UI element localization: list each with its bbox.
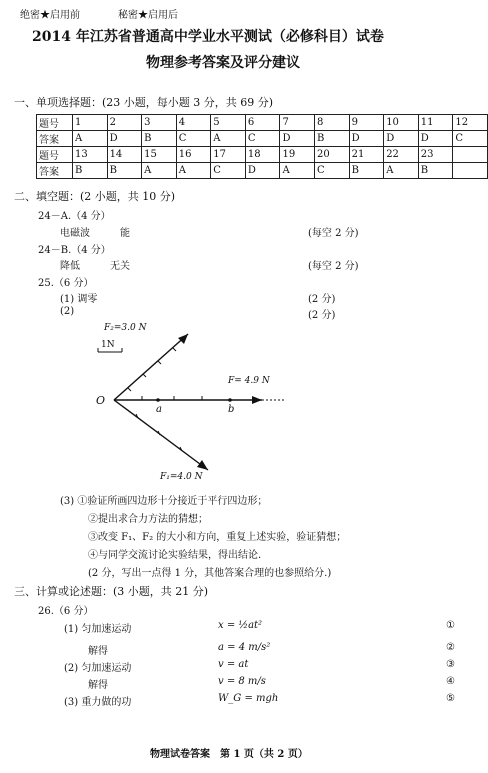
q25-part1: (1) 调零 — [60, 294, 98, 305]
table-cell — [453, 147, 488, 163]
q24b-score: (每空 2 分) — [308, 261, 359, 272]
q25-part3-note: (2 分，写出一点得 1 分，其他答案合理的也参照给分.) — [88, 568, 332, 579]
table-cell: D — [418, 131, 453, 147]
table-cell: C — [315, 163, 350, 179]
q24a-answer1: 电磁波 — [60, 228, 90, 239]
table-cell: 15 — [142, 147, 177, 163]
q25-part3-line2: ②提出求合力方法的猜想； — [88, 514, 208, 525]
table-cell: D — [280, 131, 315, 147]
page-title: 2014 年江苏省普通高中学业水平测试（必修科目）试卷 — [32, 29, 384, 45]
table-cell: 题号 — [37, 115, 73, 131]
table-cell — [453, 163, 488, 179]
table-cell: 18 — [245, 147, 280, 163]
secret-right: 秘密★启用后 — [118, 10, 178, 21]
q25-part2: (2) — [60, 306, 75, 317]
table-cell: A — [211, 131, 246, 147]
secret-left: 绝密★启用前 — [20, 10, 80, 21]
q26-row5-left: (3) 重力做的功 — [64, 697, 132, 708]
q26-row3-mark: ③ — [446, 659, 455, 670]
table-cell: 20 — [315, 147, 350, 163]
table-cell: 11 — [418, 115, 453, 131]
q25-part3-line3: ③改变 F₁、F₂ 的大小和方向，重复上述实验，验证猜想； — [88, 532, 347, 543]
table-row — [37, 163, 488, 179]
table-cell: C — [453, 131, 488, 147]
q26-row4-formula: v = 8 m/s — [218, 676, 266, 687]
table-cell: 17 — [211, 147, 246, 163]
q25-label: 25.（6 分） — [38, 278, 94, 289]
table-cell: 6 — [245, 115, 280, 131]
table-cell: 21 — [349, 147, 384, 163]
q26-row2-formula: a = 4 m/s² — [218, 642, 271, 653]
table-cell: 2 — [107, 115, 142, 131]
q26-row2-mark: ② — [446, 642, 455, 653]
table-cell: B — [107, 163, 142, 179]
q24b-label: 24－B.（4 分） — [38, 245, 111, 256]
point-a — [156, 398, 160, 402]
table-cell: 4 — [176, 115, 211, 131]
table-cell: D — [349, 131, 384, 147]
f2-label: F₂=3.0 N — [104, 323, 147, 333]
section2-heading: 二、填空题：(2 小题，共 10 分) — [14, 190, 176, 203]
table-cell: 5 — [211, 115, 246, 131]
q26-row3-left: (2) 匀加速运动 — [64, 663, 132, 674]
table-cell: B — [142, 131, 177, 147]
table-row — [37, 147, 488, 163]
table-cell: D — [384, 131, 419, 147]
table-cell: 23 — [418, 147, 453, 163]
table-cell: B — [72, 163, 107, 179]
table-cell: 1 — [72, 115, 107, 131]
page-footer: 物理试卷答案 第 1 页（共 2 页） — [150, 749, 308, 760]
q24b-answer1: 降低 — [60, 261, 80, 272]
answer-table — [36, 114, 488, 179]
table-cell: D — [107, 131, 142, 147]
f-arrowhead — [252, 396, 262, 404]
point-b-label: b — [228, 404, 235, 415]
q26-label: 26.（6 分） — [38, 606, 94, 617]
q24a-answer2: 能 — [120, 228, 130, 239]
table-cell: 答案 — [37, 163, 73, 179]
table-cell: 19 — [280, 147, 315, 163]
q26-row4-left: 解得 — [88, 680, 108, 691]
q24a-label: 24－A.（4 分） — [38, 211, 111, 222]
point-a-label: a — [156, 404, 162, 415]
q25-part3-line4: ④与同学交流讨论实验结果，得出结论. — [88, 550, 262, 561]
q26-row2-left: 解得 — [88, 646, 108, 657]
table-cell: 22 — [384, 147, 419, 163]
point-b — [228, 398, 232, 402]
table-cell: 题号 — [37, 147, 73, 163]
table-cell: 14 — [107, 147, 142, 163]
q24b-answer2: 无关 — [110, 261, 130, 272]
table-cell: C — [211, 163, 246, 179]
table-row — [37, 131, 488, 147]
q26-row4-mark: ④ — [446, 676, 455, 687]
force-diagram — [80, 320, 320, 495]
table-cell: A — [280, 163, 315, 179]
table-row — [37, 115, 488, 131]
q26-row5-mark: ⑤ — [446, 693, 455, 704]
q25-part3-line1: (3) ①验证所画四边形十分接近于平行四边形； — [60, 496, 268, 507]
f1-label: F₁=4.0 N — [160, 472, 203, 482]
table-cell: C — [245, 131, 280, 147]
tick-mark — [158, 361, 161, 364]
table-cell: A — [176, 163, 211, 179]
q26-row1-left: (1) 匀加速运动 — [64, 624, 132, 635]
table-cell: 3 — [142, 115, 177, 131]
q24a-score: (每空 2 分) — [308, 228, 359, 239]
f2-vector — [114, 334, 188, 400]
q25-part2-score: (2 分) — [308, 310, 336, 321]
section1-heading: 一、单项选择题：(23 小题，每小题 3 分，共 69 分) — [14, 96, 274, 109]
table-cell: 12 — [453, 115, 488, 131]
table-cell: 答案 — [37, 131, 73, 147]
table-cell: B — [349, 163, 384, 179]
origin-label: O — [96, 394, 106, 407]
table-cell: A — [384, 163, 419, 179]
table-cell: B — [315, 131, 350, 147]
table-cell: A — [72, 131, 107, 147]
table-cell: 13 — [72, 147, 107, 163]
table-cell: 10 — [384, 115, 419, 131]
tick-mark — [128, 388, 131, 391]
q25-part1-score: (2 分) — [308, 294, 336, 305]
table-cell: 9 — [349, 115, 384, 131]
q26-row1-mark: ① — [446, 620, 455, 631]
q26-row5-formula: W_G = mgh — [218, 693, 279, 704]
page-subtitle: 物理参考答案及评分建议 — [146, 55, 300, 71]
table-cell: 8 — [315, 115, 350, 131]
f1-arrowhead — [197, 460, 208, 470]
q26-row1-formula: x = ½at² — [218, 620, 263, 631]
table-cell: B — [418, 163, 453, 179]
scale-label: 1N — [101, 340, 115, 350]
table-cell: A — [142, 163, 177, 179]
f-label: F= 4.9 N — [228, 376, 270, 386]
section3-heading: 三、计算或论述题：(3 小题，共 21 分) — [14, 585, 209, 598]
table-cell: 7 — [280, 115, 315, 131]
q26-row3-formula: v = at — [218, 659, 249, 670]
tick-mark — [143, 374, 146, 377]
tick-mark — [173, 348, 176, 351]
table-cell: C — [176, 131, 211, 147]
table-cell: D — [245, 163, 280, 179]
table-cell: 16 — [176, 147, 211, 163]
